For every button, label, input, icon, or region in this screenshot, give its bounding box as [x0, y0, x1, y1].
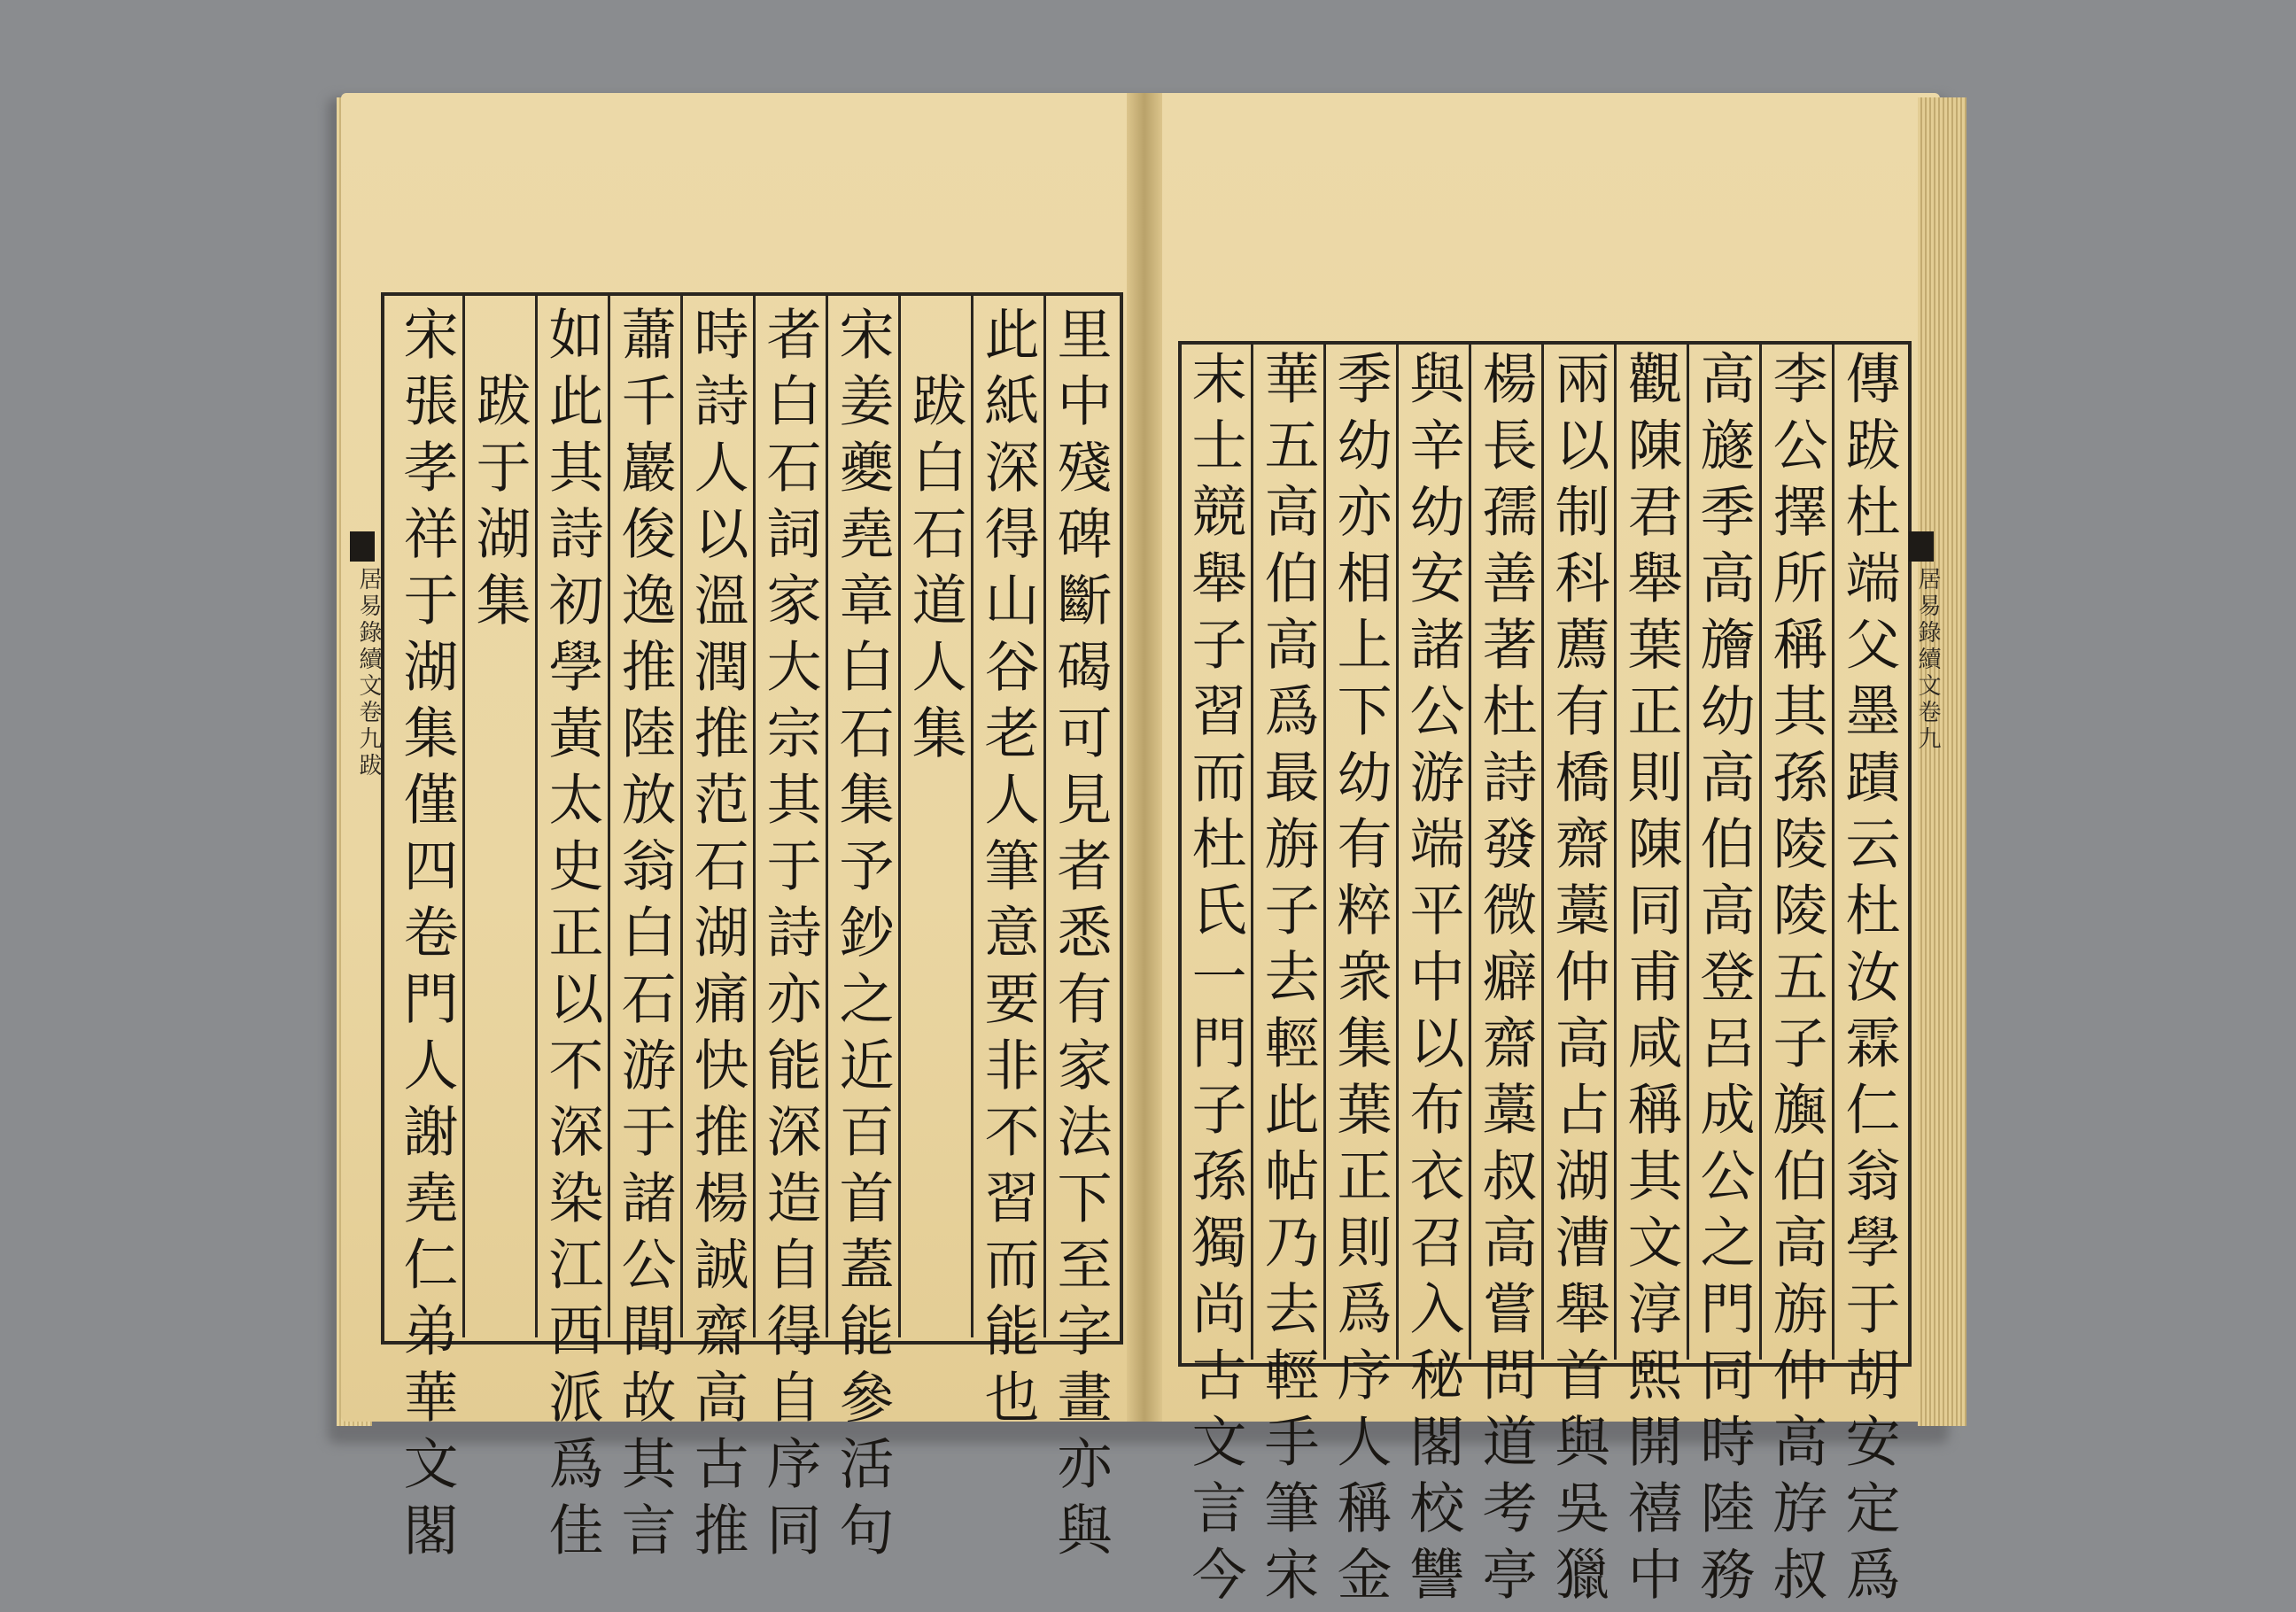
right-page-column: 兩以制科薦有橋齋藁仲高占湖漕舉首與吳獵 [1546, 350, 1610, 1612]
column-rule [1396, 345, 1399, 1360]
book-gutter [1127, 93, 1162, 1422]
right-page-column: 楊長孺善著杜詩發微癖齋藁叔高嘗問道考亭 [1473, 350, 1538, 1612]
left-page-column: 此紙深得山谷老人筆意要非不習而能也 [975, 306, 1040, 1435]
left-fishtail-mark [350, 531, 375, 562]
left-page-column: 宋張孝祥于湖集僅四卷門人謝堯仁弟華文閣 [394, 306, 459, 1568]
right-page-column: 高旞季高旝幼高伯高登呂成公之門同時陸務 [1691, 350, 1756, 1612]
right-page-edges [1918, 97, 1966, 1426]
left-page-column: 者白石詞家大宗其于詩亦能深造自得自序同 [757, 306, 822, 1568]
column-rule [462, 296, 465, 1337]
right-page-banxin: 居易錄續文卷九 [1914, 567, 1941, 753]
column-rule [898, 296, 901, 1337]
column-rule [826, 296, 828, 1337]
column-rule [1759, 345, 1762, 1360]
left-page-column: 蕭千巖俊逸推陸放翁白石游于諸公間故其言 [612, 306, 677, 1568]
right-page-column: 季幼亦相上下幼有粹衆集葉正則爲序人稱金 [1328, 350, 1392, 1612]
column-rule [1614, 345, 1617, 1360]
left-page-column: 里中殘碑斷碣可見者悉有家法下至字畫亦與 [1048, 306, 1113, 1568]
right-page-column: 李公擇所稱其孫陵陵五子旟伯高旃仲高斿叔 [1764, 350, 1828, 1612]
right-fishtail-mark [1909, 531, 1934, 562]
column-rule [535, 296, 538, 1337]
left-page-column: 跋于湖集 [467, 372, 531, 638]
column-rule [1687, 345, 1689, 1360]
column-rule [1832, 345, 1834, 1360]
column-rule [680, 296, 683, 1337]
column-rule [1043, 296, 1046, 1337]
right-page-column: 觀陳君舉葉正則陳同甫咸稱其文淳熙開禧中 [1618, 350, 1683, 1612]
left-page-column: 時詩人以溫潤推范石湖痛快推楊誠齋高古推 [685, 306, 749, 1568]
left-page-banxin: 居易錄續文卷九跋 [355, 567, 382, 779]
column-rule [608, 296, 610, 1337]
column-rule [971, 296, 973, 1337]
column-rule [1323, 345, 1326, 1360]
right-page-column: 華五高伯高爲最旃子去輕此帖乃去輕手筆宋 [1255, 350, 1320, 1612]
column-rule [753, 296, 756, 1337]
right-page-column: 末士競舉子習而杜氏一門子孫獨尚古文言今 [1183, 350, 1247, 1612]
right-page-column: 傳跋杜端父墨蹟云杜汝霖仁翁學于胡安定爲 [1836, 350, 1901, 1612]
column-rule [1251, 345, 1253, 1360]
left-page-column: 如此其詩初學黃太史正以不深染江西派爲佳 [539, 306, 604, 1568]
column-rule [1469, 345, 1471, 1360]
right-page-column: 與辛幼安諸公游端平中以布衣召入秘閣校讐 [1400, 350, 1465, 1612]
column-rule [1541, 345, 1544, 1360]
left-page-column: 宋姜夔堯章白石集予鈔之近百首蓋能參活句 [830, 306, 895, 1568]
left-page-column: 跋白石道人集 [903, 372, 967, 771]
